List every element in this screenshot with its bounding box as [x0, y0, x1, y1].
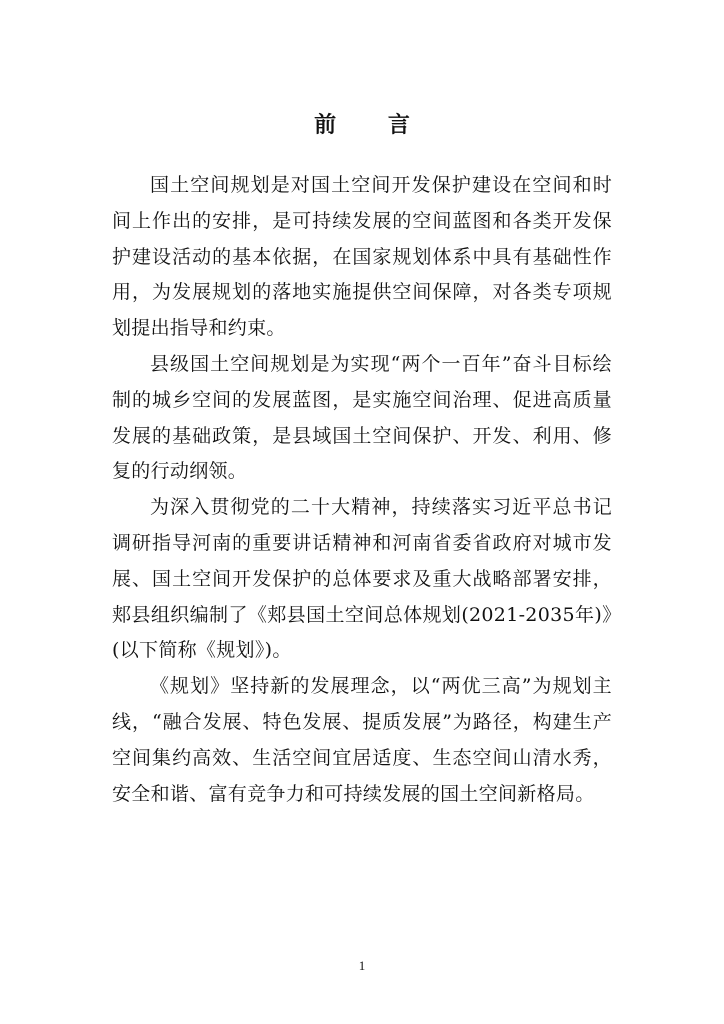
- page-number: 1: [358, 958, 366, 973]
- body-text: [112, 168, 612, 812]
- page-title: 前 言: [314, 112, 432, 138]
- paragraph-1: 国土空间规划是对国土空间开发保护建设在空间和时间上作出的安排，是可持续发展的空间蓝图和各类开发保护建设活动的基本依据，在国家规划体系中具有基础性作用，为发展规划的落地实施提供空间保障，对各类专项规划提出指导和约束。: [112, 174, 612, 340]
- paragraph-4: 《规划》坚持新的发展理念，以“两优三高”为规划主线，“融合发展、特色发展、提质发展”为路径，构建生产空间集约高效、生活空间宜居适度、生态空间山清水秀，安全和谐、富有竞争力和可持续发展的国土空间新格局。: [112, 675, 612, 805]
- paragraph-3: 为深入贯彻党的二十大精神，持续落实习近平总书记调研指导河南的重要讲话精神和河南省委省政府对城市发展、国土空间开发保护的总体要求及重大战略部署安排，郏县组织编制了《郏县国土空间总体规划(2021-2035年)》(以下简称《规划》)。: [112, 496, 612, 662]
- paragraph-2: 县级国土空间规划是为实现“两个一百年”奋斗目标绘制的城乡空间的发展蓝图，是实施空间治理、促进高质量发展的基础政策，是县域国土空间保护、开发、利用、修复的行动纲领。: [112, 352, 612, 483]
